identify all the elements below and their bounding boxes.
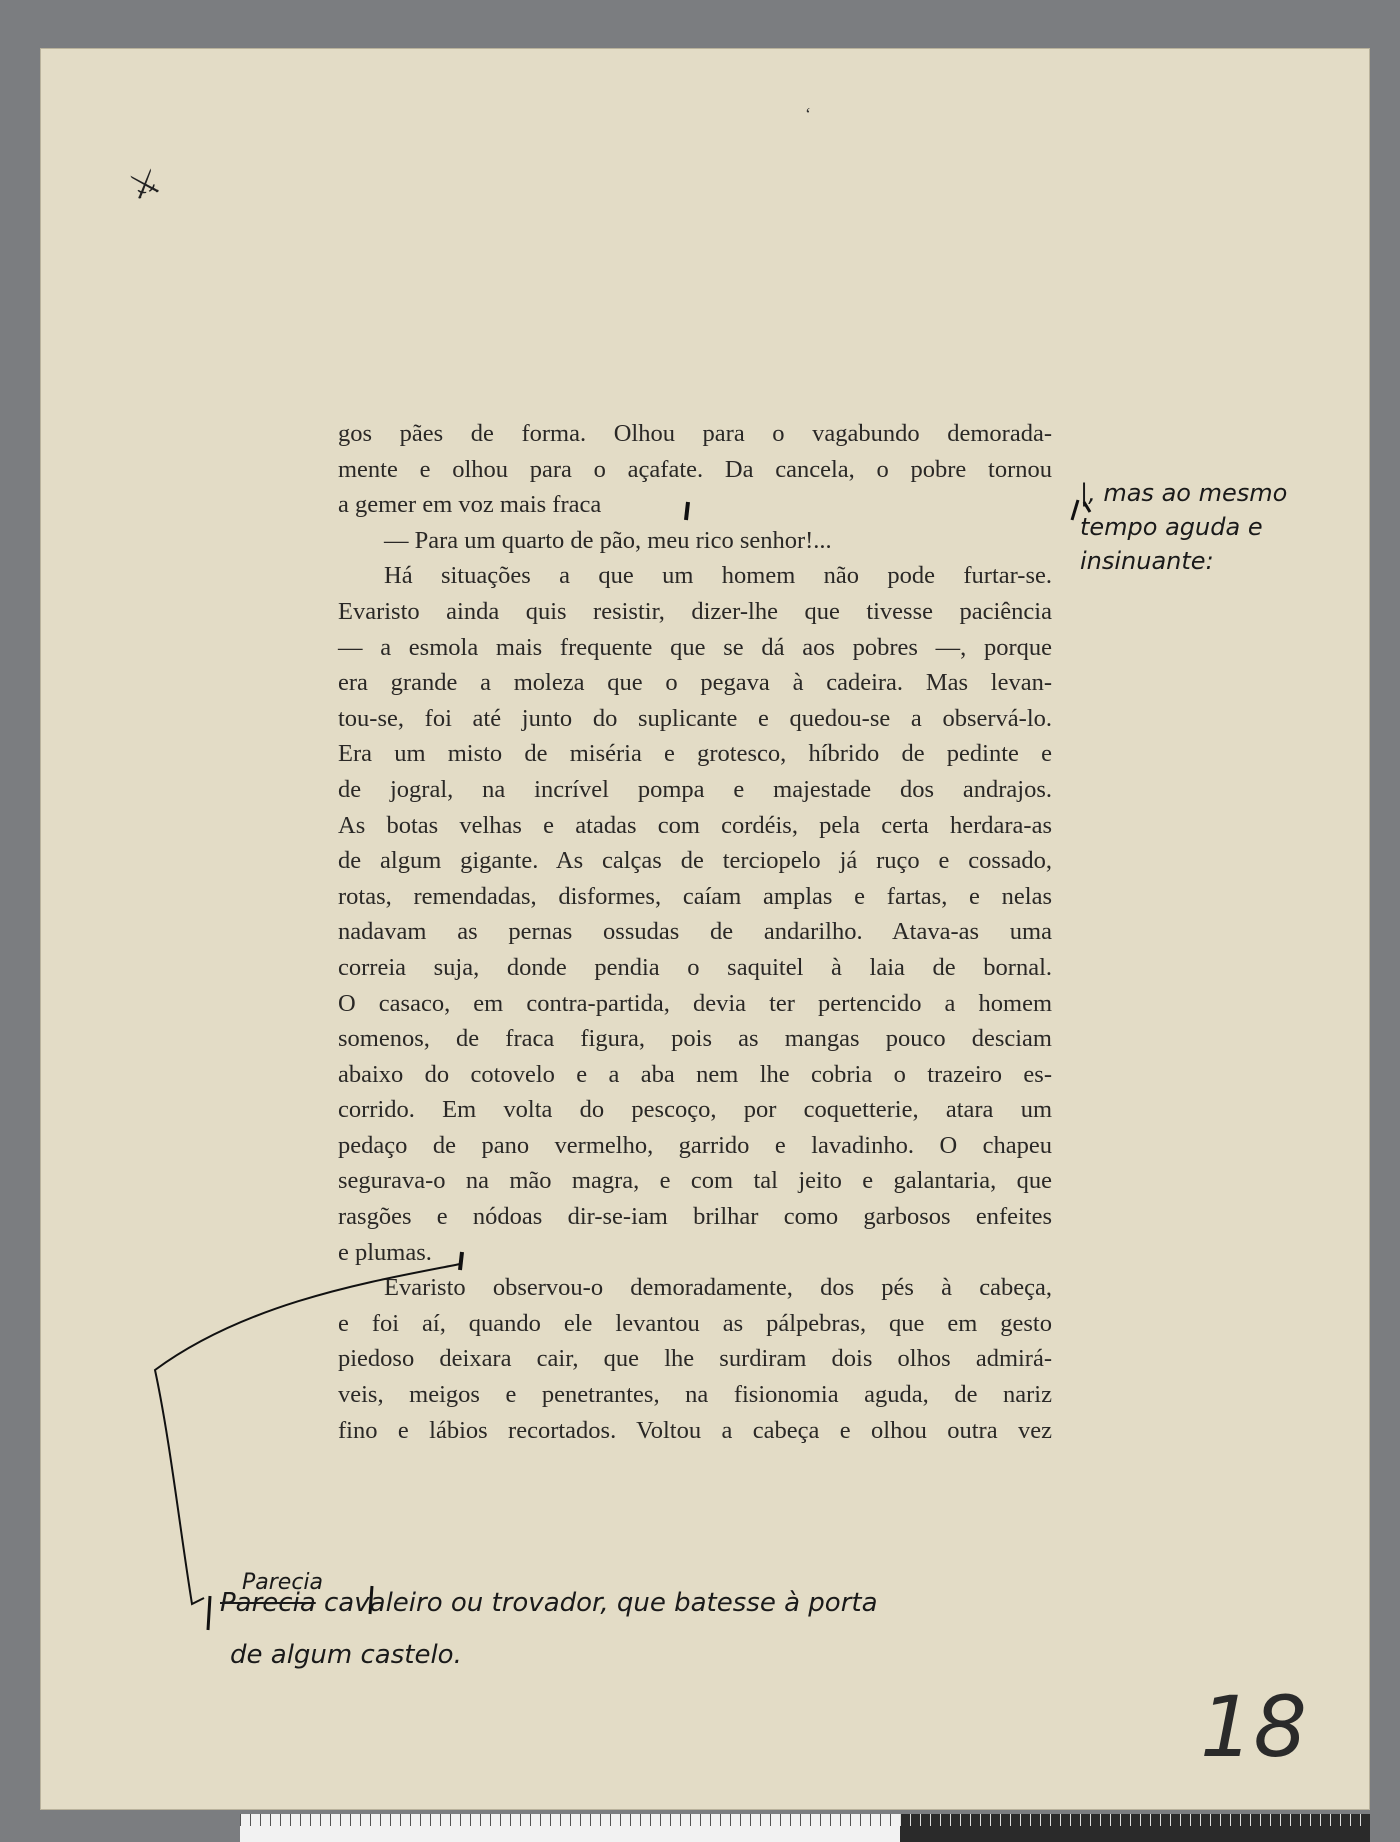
body-line: Era um misto de miséria e grotesco, híbrido de pedinte e	[338, 740, 1052, 768]
body-line: piedoso deixara cair, que lhe surdiram dois olhos admirá-	[338, 1345, 1052, 1373]
insertion-caret-2	[460, 1252, 462, 1270]
margin-note-right-line-3: insinuante:	[1080, 547, 1214, 575]
body-line: pedaço de pano vermelho, garrido e lavadinho. O chapeu	[338, 1131, 1052, 1159]
body-line: fino e lábios recortados. Voltou a cabeça e olhou outra vez	[338, 1416, 1052, 1444]
body-line: — a esmola mais frequente que se dá aos pobres —, porque	[338, 633, 1052, 661]
body-line: — Para um quarto de pão, meu rico senhor!...	[384, 526, 832, 554]
handwritten-insert-word: Parecia	[242, 1570, 324, 1595]
insertion-bracket-line	[1072, 500, 1090, 520]
body-line: Evaristo ainda quis resistir, dizer-lhe que tivesse paciência	[338, 597, 1052, 625]
body-line: Há situações a que um homem não pode furtar-se.	[384, 562, 1052, 590]
body-line: somenos, de fraca figura, pois as mangas pouco desciam	[338, 1025, 1052, 1053]
body-line: de algum gigante. As calças de terciopelo já ruço e cossado,	[338, 847, 1052, 875]
body-line: rotas, remendadas, disformes, caíam amplas e fartas, e nelas	[338, 882, 1052, 910]
body-line: O casaco, em contra-partida, devia ter pertencido a homem	[338, 989, 1052, 1017]
body-line: e foi aí, quando ele levantou as pálpebras, que em gesto	[338, 1309, 1052, 1337]
body-line: era grande a moleza que o pegava à cadeira. Mas levan-	[338, 669, 1052, 697]
margin-note-right-line-2: tempo aguda e	[1080, 513, 1263, 541]
body-line: mente e olhou para o açafate. Da cancela, o pobre tornou	[338, 455, 1052, 483]
margin-note-bottom-text-1: cavaleiro ou trovador, que batesse à porta	[324, 1588, 878, 1618]
insertion-bracket-bottom	[208, 1586, 372, 1630]
insertion-arrow-curve	[155, 1264, 460, 1604]
body-line: segurava-o na mão magra, e com tal jeito e galantaria, que	[338, 1167, 1052, 1195]
body-line: tou-se, foi até junto do suplicante e quedou-se a observá-lo.	[338, 704, 1052, 732]
margin-note-bottom-line-2: de algum castelo.	[230, 1640, 462, 1670]
body-line: rasgões e nódoas dir-se-iam brilhar como garbosos enfeites	[338, 1203, 1052, 1231]
corner-ink-mark: ⚔	[124, 162, 167, 209]
body-line: gos pães de forma. Olhou para o vagabundo demorada-	[338, 420, 1052, 447]
crossed-out-word: Parecia	[220, 1588, 316, 1618]
body-line: e plumas.	[338, 1238, 432, 1266]
body-line: nadavam as pernas ossudas de andarilho. Atava-as uma	[338, 918, 1052, 946]
tick-mark: ‘	[805, 104, 811, 124]
body-line: Evaristo observou-o demoradamente, dos pés à cabeça,	[384, 1274, 1052, 1302]
body-line: abaixo do cotovelo e a aba nem lhe cobria o trazeiro es-	[338, 1060, 1052, 1088]
page-number: 18	[1200, 1678, 1307, 1776]
insertion-caret-1	[686, 502, 688, 520]
body-line: veis, meigos e penetrantes, na fisionomia aguda, de nariz	[338, 1381, 1052, 1409]
body-line: corrido. Em volta do pescoço, por coquetterie, atara um	[338, 1096, 1052, 1124]
body-line: As botas velhas e atadas com cordéis, pela certa herdara-as	[338, 811, 1052, 839]
body-line: de jogral, na incrível pompa e majestade dos andrajos.	[338, 775, 1052, 803]
body-line: correia suja, donde pendia o saquitel à laia de bornal.	[338, 953, 1052, 981]
margin-note-right-line-1: |, mas ao mesmo	[1080, 479, 1288, 507]
body-line: a gemer em voz mais fraca	[338, 491, 602, 519]
